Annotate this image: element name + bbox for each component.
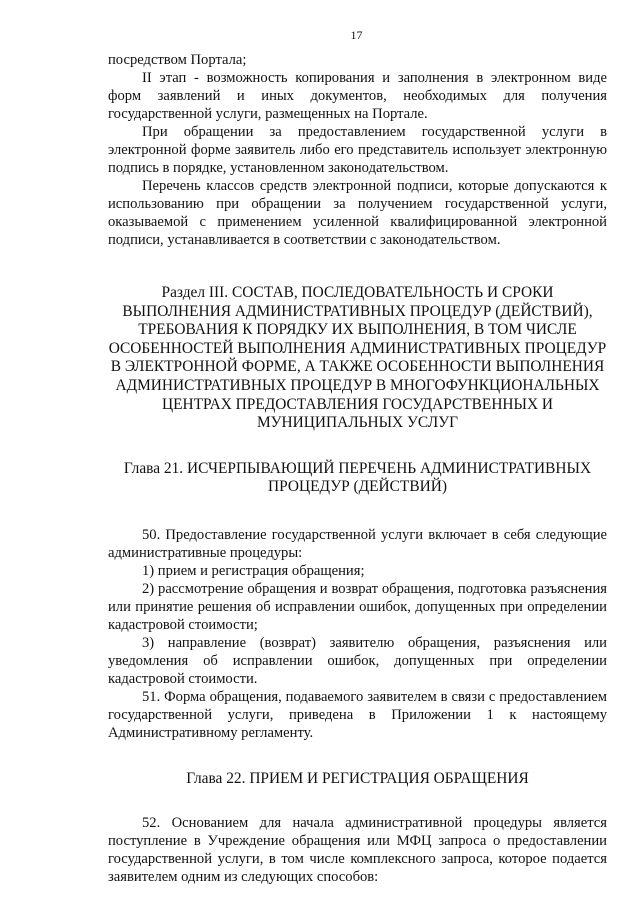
chapter-22-body — [108, 814, 607, 886]
paragraph-50: 50. Предоставление государственной услуги включает в себя следующие административные процедуры: — [108, 526, 607, 561]
intro-paragraph-3: При обращении за предоставлением государственной услуги в электронной форме заявитель либо его представитель использует электронную подпись в порядке, установленном законодательством. — [108, 124, 607, 176]
chapter-21-body — [108, 526, 607, 742]
chapter-21-title: Глава 21. ИСЧЕРПЫВАЮЩИЙ ПЕРЕЧЕНЬ АДМИНИСТРАТИВНЫХ ПРОЦЕДУР (ДЕЙСТВИЙ) — [123, 459, 592, 496]
paragraph-51: 51. Форма обращения, подаваемого заявителем в связи с предоставлением государственной услуги, приведена в Приложении 1 к настоящему Административному регламенту. — [108, 688, 607, 741]
paragraph-52: 52. Основанием для начала административной процедуры является поступление в Учреждение обращения или МФЦ запроса о предоставлении государственной услуги, в том числе комплексного запроса, которое подается заявителем одним из следующих способов: — [108, 814, 607, 885]
intro-paragraph-2: II этап - возможность копирования и заполнения в электронном виде форм заявлений и иных документов, необходимых для получения государственной услуги, размещенных на Портале. — [108, 70, 607, 122]
section-3-title: Раздел III. СОСТАВ, ПОСЛЕДОВАТЕЛЬНОСТЬ И СРОКИ ВЫПОЛНЕНИЯ АДМИНИСТРАТИВНЫХ ПРОЦЕДУР (ДЕЙСТВИЙ), ТРЕБОВАНИЯ К ПОРЯДКУ ИХ ВЫПОЛНЕНИЯ, В ТОМ ЧИСЛЕ ОСОБЕННОСТЕЙ ВЫПОЛНЕНИЯ АДМИНИСТРАТИВНЫХ ПРОЦЕДУР В ЭЛЕКТРОННОЙ ФОРМЕ, А ТАКЖЕ ОСОБЕННОСТИ ВЫПОЛНЕНИЯ АДМИНИСТРАТИВНЫХ ПРОЦЕДУР В МНОГОФУНКЦИОНАЛЬНЫХ ЦЕНТРАХ ПРЕДОСТАВЛЕНИЯ ГОСУДАРСТВЕННЫХ И МУНИЦИПАЛЬНЫХ УСЛУГ — [108, 284, 607, 432]
list-item-1: 1) прием и регистрация обращения; — [142, 562, 365, 579]
page-number: 17 — [350, 28, 363, 42]
intro-paragraph-4: Перечень классов средств электронной подписи, которые допускаются к использованию при обращении за получением государственной услуги, оказываемой с применением усиленной квалифицированной электронной подписи, устанавливается в соответствии с законодательством. — [108, 178, 607, 248]
list-item-2: 2) рассмотрение обращения и возврат обращения, подготовка разъяснения или принятие решения об исправлении ошибок, допущенных при определении кадастровой стоимости; — [108, 580, 607, 633]
intro-paragraph-1: посредством Портала; — [108, 52, 247, 68]
list-item-3: 3) направление (возврат) заявителю обращения, разъяснения или уведомления об исправлении ошибок, допущенных при определении кадастровой стоимости. — [108, 634, 607, 687]
chapter-22-title: Глава 22. ПРИЕМ И РЕГИСТРАЦИЯ ОБРАЩЕНИЯ — [186, 769, 529, 787]
